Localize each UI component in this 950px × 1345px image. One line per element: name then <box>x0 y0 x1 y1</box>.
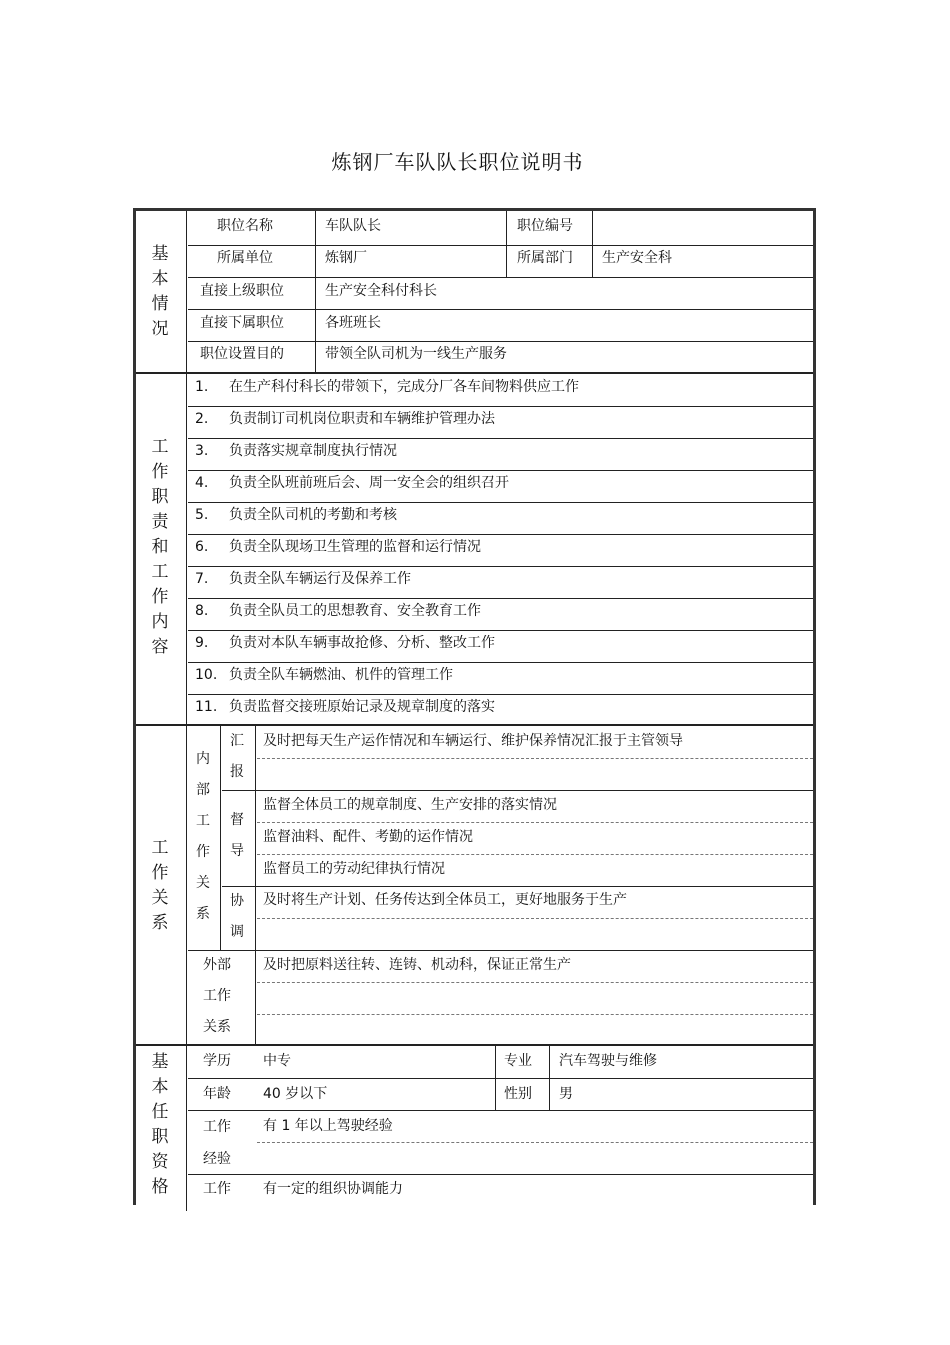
page-title: 炼钢厂车队队长职位说明书 <box>331 150 584 174</box>
superior-label: 直接上级职位 <box>200 283 284 299</box>
purpose-label: 职位设置目的 <box>200 346 284 362</box>
report-line: 及时把每天生产运作情况和车辆运行、维护保养情况汇报于主管领导 <box>263 733 683 749</box>
supervise-line: 监督油料、配件、考勤的运作情况 <box>263 829 473 845</box>
ability-label: 工作 <box>203 1181 231 1197</box>
duty-item: 6. 负责全队现场卫生管理的监督和运行情况 <box>195 539 481 555</box>
duty-item: 5. 负责全队司机的考勤和考核 <box>195 507 397 523</box>
subordinate-label: 直接下属职位 <box>200 315 284 331</box>
unit-label: 所属单位 <box>217 250 273 266</box>
duty-item: 9. 负责对本队车辆事故抢修、分析、整改工作 <box>195 635 495 651</box>
age-value: 40 岁以下 <box>263 1086 328 1102</box>
supervise-label: 督 导 <box>230 812 244 859</box>
experience-label: 工作 经验 <box>203 1119 231 1167</box>
education-label: 学历 <box>203 1053 231 1069</box>
duty-item: 3. 负责落实规章制度执行情况 <box>195 443 397 459</box>
duty-item: 11. 负责监督交接班原始记录及规章制度的落实 <box>195 699 495 715</box>
superior-value: 生产安全科付科长 <box>325 283 437 299</box>
report-label: 汇 报 <box>230 733 244 780</box>
education-value: 中专 <box>263 1053 291 1069</box>
position-name-label: 职位名称 <box>217 218 273 234</box>
major-label: 专业 <box>504 1053 532 1069</box>
ability-value: 有一定的组织协调能力 <box>263 1181 403 1197</box>
age-label: 年龄 <box>203 1086 231 1102</box>
supervise-line: 监督员工的劳动纪律执行情况 <box>263 861 445 877</box>
duty-item: 8. 负责全队员工的思想教育、安全教育工作 <box>195 603 481 619</box>
gender-label: 性别 <box>504 1086 532 1102</box>
qualifications-section-label: 基 本 任 职 资 格 <box>151 1052 169 1197</box>
external-line: 及时把原料送往转、连铸、机动科，保证正常生产 <box>263 957 571 973</box>
supervise-line: 监督全体员工的规章制度、生产安排的落实情况 <box>263 797 557 813</box>
experience-line: 有 1 年以上驾驶经验 <box>263 1118 393 1134</box>
external-relations-label: 外部 工作 关系 <box>203 957 231 1035</box>
duty-item: 4. 负责全队班前班后会、周一安全会的组织召开 <box>195 475 509 491</box>
relations-section-label: 工 作 关 系 <box>151 838 169 933</box>
duty-item: 10. 负责全队车辆燃油、机件的管理工作 <box>195 667 453 683</box>
coordinate-line: 及时将生产计划、任务传达到全体员工，更好地服务于生产 <box>263 892 627 908</box>
purpose-value: 带领全队司机为一线生产服务 <box>325 346 507 362</box>
duty-item: 1. 在生产科付科长的带领下，完成分厂各车间物料供应工作 <box>195 379 579 395</box>
position-no-label: 职位编号 <box>517 218 573 234</box>
duties-section-label: 工 作 职 责 和 工 作 内 容 <box>151 437 169 657</box>
duty-item: 2. 负责制订司机岗位职责和车辆维护管理办法 <box>195 411 495 427</box>
coordinate-label: 协 调 <box>230 893 244 940</box>
subordinate-value: 各班班长 <box>325 315 381 331</box>
basic-section-label: 基 本 情 况 <box>151 244 169 339</box>
job-description-table <box>133 208 816 1205</box>
unit-value: 炼钢厂 <box>325 250 367 266</box>
dept-label: 所属部门 <box>517 250 573 266</box>
position-name-value: 车队队长 <box>325 218 381 234</box>
internal-relations-label: 内 部 工 作 关 系 <box>196 751 210 922</box>
gender-value: 男 <box>559 1086 573 1102</box>
duty-item: 7. 负责全队车辆运行及保养工作 <box>195 571 411 587</box>
dept-value: 生产安全科 <box>602 250 672 266</box>
major-value: 汽车驾驶与维修 <box>559 1053 657 1069</box>
